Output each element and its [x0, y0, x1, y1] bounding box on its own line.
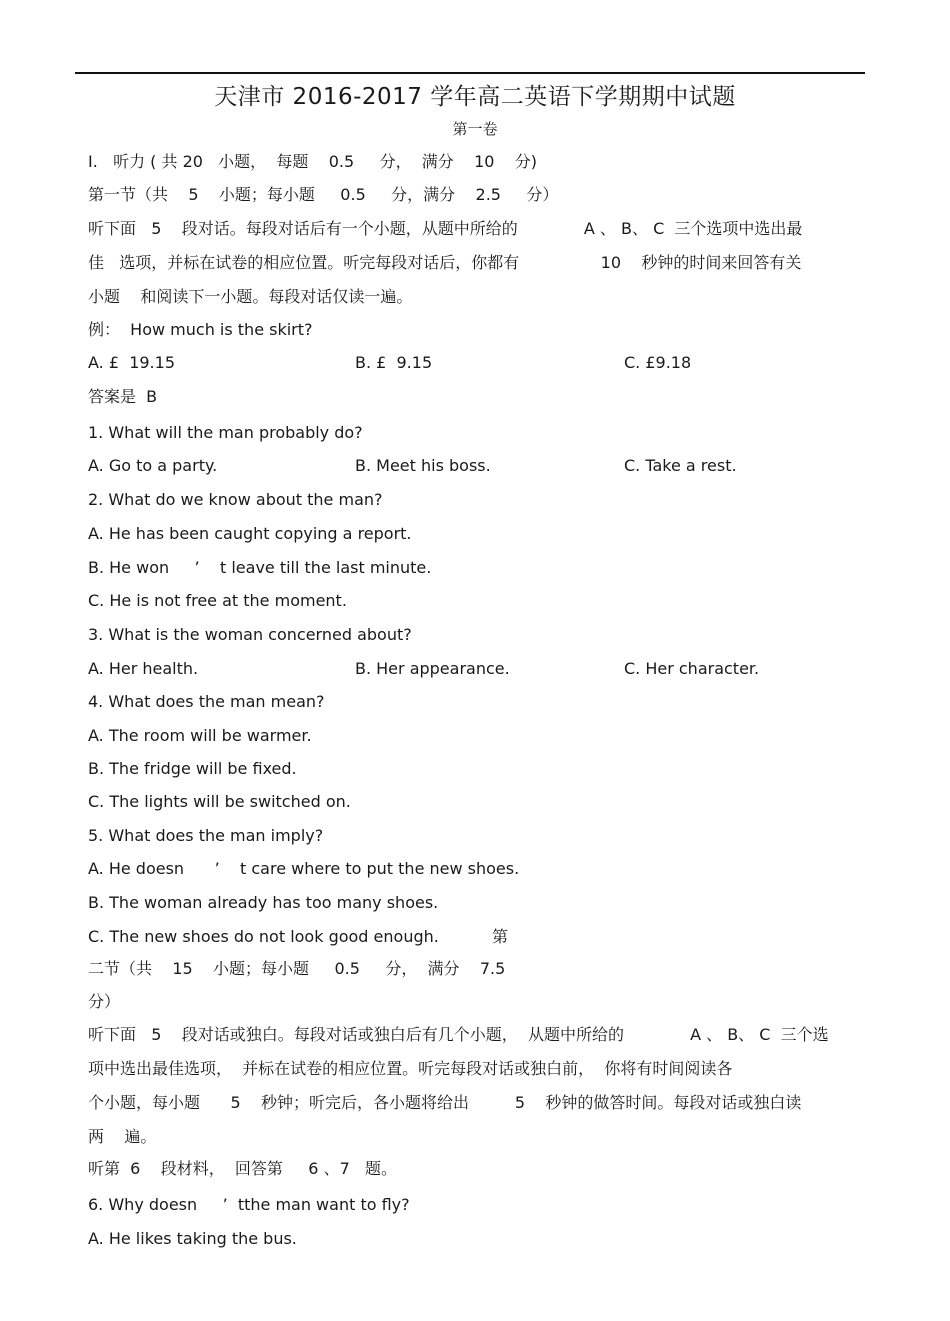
- q1-option-c: C. Take a rest.: [624, 456, 737, 475]
- part2-heading-continued: 分）: [88, 992, 121, 1011]
- q2-option-b: B. He won ’ t leave till the last minute.: [88, 558, 432, 577]
- part2-instruction-line: 两 遍。: [88, 1127, 157, 1146]
- part2-instruction-line: 个小题，每小题 5 秒钟；听完后，各小题将给出 5 秒钟的做答时间。每段对话或独白读: [88, 1093, 802, 1112]
- material-instruction: 听第 6 段材料， 回答第 6 、7 题。: [88, 1159, 398, 1178]
- q3-option-b: B. Her appearance.: [355, 659, 510, 678]
- q2-option-c: C. He is not free at the moment.: [88, 591, 347, 610]
- example-question: 例： How much is the skirt?: [88, 320, 313, 339]
- example-option-b: B. £ 9.15: [355, 353, 433, 372]
- q5-option-a: A. He doesn ’ t care where to put the new shoes.: [88, 859, 520, 878]
- part2-heading-start: 第: [492, 927, 509, 946]
- q4-option-a: A. The room will be warmer.: [88, 726, 312, 745]
- part1-instruction-line: 小题 和阅读下一小题。每段对话仅读一遍。: [88, 287, 413, 306]
- example-option-a: A. £ 19.15: [88, 353, 175, 372]
- top-rule: [75, 72, 865, 74]
- q5-option-c: C. The new shoes do not look good enough.: [88, 927, 439, 946]
- q1-option-b: B. Meet his boss.: [355, 456, 491, 475]
- question-3: 3. What is the woman concerned about?: [88, 625, 412, 644]
- question-1: 1. What will the man probably do?: [88, 423, 363, 442]
- q5-option-b: B. The woman already has too many shoes.: [88, 893, 439, 912]
- volume-label: 第一卷: [452, 120, 498, 138]
- question-6: 6. Why doesn ’ tthe man want to fly?: [88, 1195, 410, 1214]
- question-2: 2. What do we know about the man?: [88, 490, 383, 509]
- section-heading-listening: I. 听力 ( 共 20 小题， 每题 0.5 分， 满分 10 分): [88, 152, 538, 171]
- part2-heading: 二节（共 15 小题；每小题 0.5 分， 满分 7.5: [88, 959, 506, 978]
- part2-instruction-line: 项中选出最佳选项， 并标在试卷的相应位置。听完每段对话或独白前， 你将有时间阅读各: [88, 1059, 733, 1078]
- question-4: 4. What does the man mean?: [88, 692, 325, 711]
- q3-option-c: C. Her character.: [624, 659, 760, 678]
- page-title: 天津市 2016-2017 学年高二英语下学期期中试题: [214, 84, 736, 110]
- part2-instruction-line: 听下面 5 段对话或独白。每段对话或独白后有几个小题， 从题中所给的 A 、 B、 C 三个选: [88, 1025, 829, 1044]
- q4-option-b: B. The fridge will be fixed.: [88, 759, 297, 778]
- part1-heading: 第一节（共 5 小题；每小题 0.5 分，满分 2.5 分）: [88, 185, 559, 204]
- q4-option-c: C. The lights will be switched on.: [88, 792, 351, 811]
- question-5: 5. What does the man imply?: [88, 826, 324, 845]
- q6-option-a: A. He likes taking the bus.: [88, 1229, 297, 1248]
- part1-instruction-line: 听下面 5 段对话。每段对话后有一个小题，从题中所给的 A 、 B、 C 三个选项中选出最: [88, 219, 803, 238]
- q3-option-a: A. Her health.: [88, 659, 199, 678]
- q1-option-a: A. Go to a party.: [88, 456, 218, 475]
- q2-option-a: A. He has been caught copying a report.: [88, 524, 412, 543]
- example-answer: 答案是 B: [88, 387, 158, 406]
- example-option-c: C. £9.18: [624, 353, 692, 372]
- part1-instruction-line: 佳 选项，并标在试卷的相应位置。听完每段对话后，你都有 10 秒钟的时间来回答有关: [88, 253, 802, 272]
